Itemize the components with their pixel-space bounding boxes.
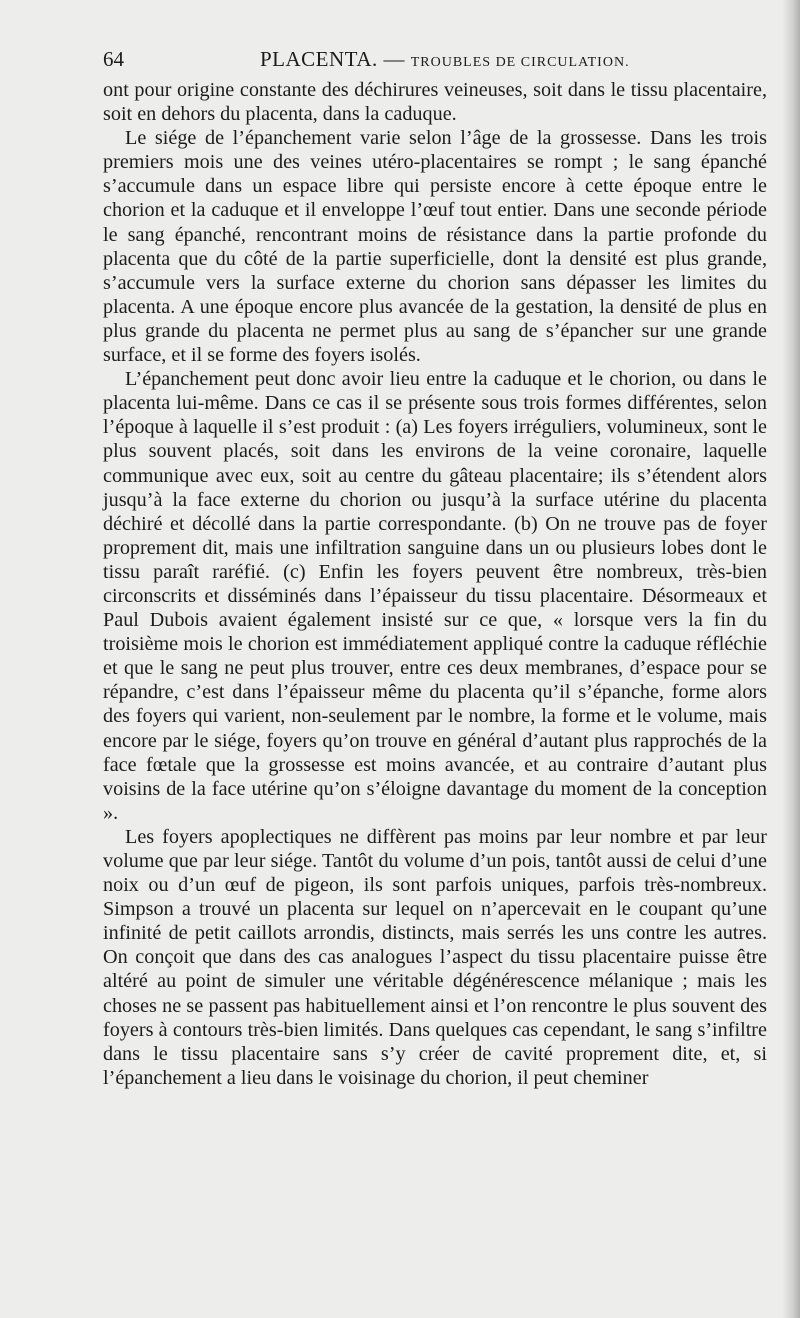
- page-edge-shadow: [782, 0, 800, 1318]
- chapter-title: PLACENTA.: [260, 47, 378, 71]
- running-head: [103, 44, 767, 74]
- paragraph-2: Le siége de l’épanchement varie selon l’âge de la grossesse. Dans les trois premiers mois une des veines utéro-placentaires se rompt ; le sang épanché s’accumule dans un espace libre qui persiste encore à cette époque entre le chorion et la caduque et il enveloppe l’œuf tout entier. Dans une seconde période le sang épanché, rencontrant moins de résistance dans la partie profonde du placenta que du côté de la partie superficielle, dont la densité est plus grande, s’accumule vers la surface externe du chorion sans dépasser les limites du placenta. A une époque encore plus avancée de la gestation, la densité de plus en plus grande du placenta ne permet plus au sang de s’épancher sur une grande surface, et il se forme des foyers isolés.: [103, 127, 767, 367]
- paragraph-1: ont pour origine constante des déchirures veineuses, soit dans le tissu placentaire, soit en dehors du placenta, dans la caduque.: [103, 79, 767, 126]
- running-title: [260, 44, 630, 78]
- page-number: 64: [103, 47, 124, 71]
- paragraph-4: Les foyers apoplectiques ne diffèrent pas moins par leur nombre et par leur volume que par leur siége. Tantôt du volume d’un pois, tantôt aussi de celui d’une noix ou d’un œuf de pigeon, ils sont parfois uniques, parfois très-nombreux. Simpson a trouvé un placenta sur lequel on n’apercevait en le coupant qu’une infinité de petit caillots arrondis, distincts, mais serrés les uns contre les autres. On conçoit que dans des cas analogues l’aspect du tissu placentaire puisse être altéré au point de simuler une véritable dégénérescence mélanique ; mais les choses ne se passent pas habituellement ainsi et l’on rencontre le plus souvent des foyers à contours très-bien limités. Dans quelques cas cependant, le sang s’infiltre dans le tissu placentaire sans s’y créer de cavité proprement dite, et, si l’épanchement a lieu dans le voisinage du chorion, il peut cheminer: [103, 825, 767, 1089]
- section-title: TROUBLES DE CIRCULATION.: [410, 55, 630, 70]
- paragraph-3: L’épanchement peut donc avoir lieu entre la caduque et le chorion, ou dans le placenta lui-même. Dans ce cas il se présente sous trois formes différentes, selon l’époque à laquelle il s’est produit : (a) Les foyers irréguliers, volumineux, sont le plus souvent placés, soit dans les environs de la veine coronaire, laquelle communique avec eux, soit au centre du gâteau placentaire; ils s’étendent alors jusqu’à la face externe du chorion ou jusqu’à la surface utérine du placenta déchiré et décollé dans la partie correspondante. (b) On ne trouve pas de foyer proprement dit, mais une infiltration sanguine dans un ou plusieurs lobes dont le tissu paraît raréfié. (c) Enfin les foyers peuvent être nombreux, très-bien circonscrits et disséminés dans l’épaisseur du tissu placentaire. Désormeaux et Paul Dubois avaient également insisté sur ce que, « lorsque vers la fin du troisième mois le chorion est immédiatement appliqué contre la caduque réfléchie et que le sang ne peut plus trouver, entre ces deux membranes, d’espace pour se répandre, c’est dans l’épaisseur même du placenta qu’il s’épanche, forme alors des foyers qui varient, non-seulement par le nombre, la forme et le volume, mais encore par le siége, foyers qu’on trouve en général d’autant plus rapprochés de la face fœtale que la grossesse est moins avancée, et au contraire d’autant plus voisins de la face utérine qu’on s’éloigne davantage du moment de la conception ».: [103, 368, 767, 824]
- body-text: [103, 78, 767, 1218]
- title-dash: —: [383, 47, 405, 71]
